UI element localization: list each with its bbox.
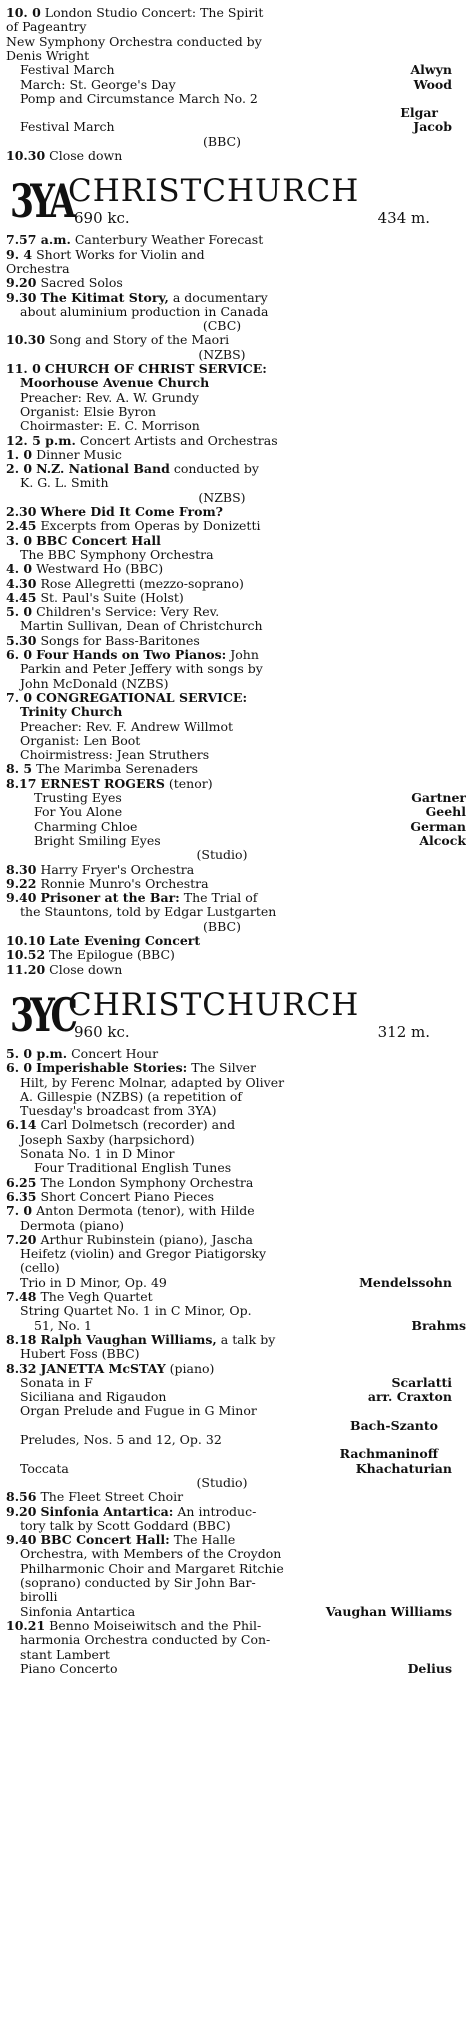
programme-title: Late Evening Concert (49, 933, 201, 948)
listing-line (6, 291, 438, 305)
listing-line (6, 891, 438, 905)
listing-line (6, 1433, 452, 1447)
programme-text: Heifetz (violin) and Gregor Piatigorsky (20, 1246, 267, 1262)
listing-line (6, 149, 438, 163)
programme-text: New Symphony Orchestra conducted by (6, 33, 262, 49)
programme-text: Martin Sullivan, Dean of Christchurch (20, 618, 263, 634)
listing-line (6, 562, 438, 576)
station-city: CHRISTCHURCH (68, 986, 360, 1023)
programme-text: (soprano) conducted by Sir John Bar- (20, 1575, 256, 1590)
time-label: 6. 0 (6, 1060, 33, 1076)
programme-text: Sonata in F (20, 1374, 93, 1390)
composer-credit: Gartner (411, 790, 466, 805)
listing-line (6, 1247, 452, 1261)
time-label: 10.52 (6, 947, 46, 963)
listing-line (6, 1519, 452, 1533)
listing-line (6, 762, 438, 776)
programme-text: Harry Fryer's Orchestra (40, 861, 195, 877)
programme-title: Trinity Church (20, 704, 123, 720)
programme-text: (tenor) (168, 775, 213, 791)
time-label: 8.32 (6, 1360, 37, 1376)
time-label: 2.30 (6, 504, 37, 519)
listing-line (6, 1333, 438, 1347)
listing-line (6, 1090, 452, 1104)
programme-text: Organ Prelude and Fugue in G Minor (20, 1403, 257, 1419)
programme-text: Concert Hour (71, 1045, 159, 1061)
time-label: 10.10 (6, 933, 46, 948)
listing-line (6, 6, 438, 20)
programme-text: String Quartet No. 1 in C Minor, Op. (20, 1303, 252, 1319)
listing-line (6, 376, 452, 390)
programme-text: Preludes, Nos. 5 and 12, Op. 32 (20, 1432, 222, 1447)
programme-text: birolli (20, 1589, 58, 1605)
time-label: 9. 4 (6, 246, 33, 262)
programme-text: Sinfonia Antartica (20, 1603, 136, 1619)
time-label: 10.21 (6, 1617, 46, 1633)
listing-line (6, 434, 438, 448)
programme-text: (piano) (169, 1360, 215, 1376)
listing-line (6, 419, 452, 433)
time-label: 9.40 (6, 890, 37, 906)
composer-credit: German (410, 818, 466, 834)
programme-text: The Vegh Quartet (40, 1289, 153, 1304)
programme-text: St. Paul's Suite (Holst) (40, 589, 184, 605)
composer-credit: Alwyn (410, 62, 452, 78)
listing-line (6, 519, 438, 533)
listing-line (6, 305, 452, 319)
programme-text: Canterbury Weather Forecast (74, 232, 264, 248)
listing-line (6, 934, 438, 948)
listing-line (6, 1276, 452, 1290)
programme-text: The Silver (191, 1060, 257, 1076)
radio-listings-column (6, 0, 466, 2030)
listing-line (6, 963, 438, 977)
programme-text: Trusting Eyes (34, 790, 122, 805)
programme-text: Westward Ho (BBC) (36, 561, 164, 577)
programme-text: The Fleet Street Choir (40, 1489, 184, 1505)
programme-text: Songs for Bass-Baritones (40, 632, 200, 648)
composer-credit: Scarlatti (391, 1374, 452, 1390)
listing-line (6, 1376, 452, 1390)
listing-line (6, 534, 438, 548)
time-label: 7. 0 (6, 1203, 33, 1219)
listing-line (6, 505, 438, 519)
time-label: 4.30 (6, 575, 37, 591)
composer-credit: Mendelssohn (359, 1274, 452, 1290)
programme-text: The BBC Symphony Orchestra (20, 546, 214, 562)
programme-text: (Studio) (196, 847, 248, 863)
programme-text: of Pageantry (6, 19, 87, 35)
programme-title: Imperishable Stories: (36, 1060, 188, 1076)
programme-text: stant Lambert (20, 1646, 110, 1662)
programme-text: Short Concert Piano Pieces (40, 1188, 215, 1204)
programme-text: a documentary (172, 289, 268, 305)
listing-line (6, 648, 438, 662)
listing-line (6, 863, 438, 877)
time-label: 9.22 (6, 875, 37, 891)
composer-credit: Vaughan Williams (325, 1603, 452, 1619)
listing-line (6, 1233, 438, 1247)
time-label: 6. 0 (6, 647, 33, 662)
programme-text: Anton Dermota (tenor), with Hilde (36, 1203, 255, 1219)
listing-line (6, 748, 452, 762)
programme-title: Where Did It Come From? (40, 504, 224, 519)
time-label: 8.17 (6, 775, 37, 791)
programme-title: The Kitimat Story, (40, 289, 169, 305)
programme-text: London Studio Concert: The Spirit (44, 5, 264, 20)
station-frequency: 960 kc. (74, 1022, 130, 1041)
listing-line (6, 1404, 452, 1418)
programme-title: CHURCH OF CHRIST SERVICE: (44, 361, 267, 376)
time-label: 2. 0 (6, 461, 33, 477)
programme-text: The Halle (173, 1532, 236, 1548)
time-label: 12. 5 p.m. (6, 432, 76, 448)
listing-line (6, 877, 438, 891)
programme-text: Ronnie Munro's Orchestra (40, 875, 209, 891)
listing-line (6, 262, 438, 276)
programme-text: The Marimba Serenaders (36, 761, 198, 777)
time-label: 2.45 (6, 518, 37, 534)
programme-text: Four Traditional English Tunes (34, 1160, 232, 1176)
time-label: 5. 0 (6, 604, 33, 620)
programme-text: Song and Story of the Maori (49, 332, 230, 348)
programme-title: Sinfonia Antartica: (40, 1503, 174, 1519)
listing-line (6, 777, 438, 791)
listing-line (6, 1462, 452, 1476)
listing-line (6, 734, 452, 748)
programme-title: BBC Concert Hall: (40, 1532, 170, 1548)
programme-text: (BBC) (203, 918, 241, 934)
listing-line (6, 577, 438, 591)
listing-line (6, 319, 438, 333)
programme-text: harmonia Orchestra conducted by Con- (20, 1632, 271, 1648)
programme-text: Concert Artists and Orchestras (79, 432, 278, 448)
composer-credit: Wood (413, 76, 452, 92)
time-label: 7.48 (6, 1289, 37, 1304)
programme-text: Organist: Len Boot (20, 732, 141, 748)
programme-text: For You Alone (34, 804, 123, 820)
listing-line (6, 333, 438, 347)
programme-text: John (230, 647, 259, 662)
programme-text: Hubert Foss (BBC) (20, 1346, 140, 1362)
composer-credit: Elgar (400, 105, 438, 121)
programme-text: An introduc- (177, 1503, 257, 1519)
listing-line (6, 20, 438, 34)
programme-text: (CBC) (202, 318, 242, 334)
time-label: 4.45 (6, 589, 37, 605)
listing-line (6, 1204, 438, 1218)
listing-line (6, 1118, 438, 1132)
listing-line (6, 1219, 452, 1233)
composer-credit: Brahms (411, 1317, 466, 1333)
programme-text: Short Works for Violin and (36, 246, 205, 262)
listing-line (6, 691, 438, 705)
listing-line (6, 920, 438, 934)
programme-text: Organist: Elsie Byron (20, 403, 157, 419)
listing-line (6, 677, 452, 691)
listing-line (6, 619, 452, 633)
programme-title: CONGREGATIONAL SERVICE: (36, 689, 248, 705)
listing-line (6, 405, 452, 419)
time-label: 6.35 (6, 1188, 37, 1204)
programme-text: Trio in D Minor, Op. 49 (20, 1274, 167, 1290)
listing-line (6, 948, 438, 962)
programme-text: a talk by (220, 1331, 276, 1347)
listing-line (6, 491, 438, 505)
time-label: 9.20 (6, 275, 37, 291)
time-label: 1. 0 (6, 446, 33, 462)
composer-credit: Rachmaninoff (339, 1446, 438, 1462)
programme-text: Joseph Saxby (harpsichord) (20, 1131, 195, 1147)
programme-text: (NZBS) (198, 489, 246, 505)
programme-text: Dermota (piano) (20, 1217, 125, 1233)
programme-text: Piano Concerto (20, 1660, 118, 1676)
programme-text: John McDonald (NZBS) (20, 675, 169, 691)
listing-line (6, 1476, 438, 1490)
programme-text: Choirmistress: Jean Struthers (20, 747, 210, 763)
programme-text: The Epilogue (BBC) (49, 947, 175, 963)
listing-line (6, 548, 452, 562)
listing-line (6, 233, 438, 247)
listing-line (6, 1161, 466, 1175)
programme-text: (Studio) (196, 1474, 248, 1490)
time-label: 8.56 (6, 1489, 37, 1505)
listing-line (6, 1562, 452, 1576)
programme-text: K. G. L. Smith (20, 475, 109, 491)
programme-text: Siciliana and Rigaudon (20, 1389, 167, 1405)
listing-line (6, 391, 452, 405)
listing-line (6, 348, 438, 362)
listing-line (6, 78, 452, 92)
station-wavelength: 312 m. (377, 1022, 430, 1041)
listing-line (6, 1490, 438, 1504)
listing-line (6, 1176, 438, 1190)
listing-line (6, 92, 452, 106)
listing-line (6, 1633, 452, 1647)
listing-line (6, 1547, 452, 1561)
time-label: 10. 0 (6, 5, 41, 20)
programme-text: Excerpts from Operas by Donizetti (40, 518, 261, 534)
time-label: 10.30 (6, 332, 46, 348)
time-label: 11. 0 (6, 361, 41, 376)
programme-text: 51, No. 1 (34, 1317, 92, 1333)
listing-line (6, 605, 438, 619)
listing-line (6, 120, 452, 134)
programme-text: Carl Dolmetsch (recorder) and (40, 1117, 236, 1133)
listing-line (6, 1319, 466, 1333)
programme-text: (BBC) (203, 133, 241, 149)
programme-title: Moorhouse Avenue Church (20, 375, 210, 391)
listing-line (6, 1390, 452, 1404)
listing-line (6, 1619, 438, 1633)
time-label: 4. 0 (6, 561, 33, 577)
programme-title: N.Z. National Band (36, 461, 170, 477)
programme-text: Hilt, by Ferenc Molnar, adapted by Oliver (20, 1074, 285, 1090)
programme-text: tory talk by Scott Goddard (BBC) (20, 1517, 231, 1533)
listing-line (6, 805, 466, 819)
programme-text: Close down (49, 148, 123, 163)
listing-line (6, 1076, 452, 1090)
composer-credit: Delius (407, 1660, 452, 1676)
listing-line (6, 1362, 438, 1376)
programme-text: Tuesday's broadcast from 3YA) (20, 1103, 217, 1119)
programme-text: Philharmonic Choir and Margaret Ritchie (20, 1560, 284, 1576)
listing-line (6, 1590, 452, 1604)
programme-text: Festival March (20, 62, 115, 78)
listing-line (6, 1533, 438, 1547)
programme-text: the Stauntons, told by Edgar Lustgarten (20, 904, 277, 920)
listing-line (6, 1347, 452, 1361)
listing-line (6, 1605, 452, 1619)
programme-title: ERNEST ROGERS (40, 775, 165, 791)
listing-line (6, 49, 438, 63)
listing-line (6, 1261, 452, 1275)
listing-line (6, 591, 438, 605)
listing-line (6, 905, 452, 919)
listing-line (6, 462, 438, 476)
programme-text: Sonata No. 1 in D Minor (20, 1146, 175, 1161)
listing-line (6, 63, 452, 77)
listing-line (6, 820, 466, 834)
time-label: 3. 0 (6, 532, 33, 548)
programme-text: Sacred Solos (40, 275, 123, 291)
composer-credit: Geehl (425, 804, 466, 820)
programme-title: Ralph Vaughan Williams, (40, 1331, 217, 1347)
programme-text: The London Symphony Orchestra (40, 1174, 254, 1190)
programme-title: JANETTA McSTAY (40, 1360, 166, 1376)
listing-line (6, 135, 438, 149)
station-city: CHRISTCHURCH (68, 173, 360, 210)
programme-text: Children's Service: Very Rev. (36, 604, 220, 620)
listing-line (6, 1147, 452, 1161)
station-header (10, 171, 442, 235)
programme-text: Charming Chloe (34, 818, 138, 834)
programme-text: Parkin and Peter Jeffery with songs by (20, 661, 263, 677)
composer-credit: arr. Craxton (367, 1389, 452, 1405)
time-label: 11.20 (6, 961, 46, 977)
listing-line (6, 1190, 438, 1204)
time-label: 6.14 (6, 1117, 37, 1133)
programme-text: Close down (49, 961, 123, 977)
listing-line (6, 848, 438, 862)
listing-line (6, 1304, 452, 1318)
programme-text: The Trial of (183, 890, 258, 906)
programme-text: Denis Wright (6, 47, 90, 63)
time-label: 9.20 (6, 1503, 37, 1519)
time-label: 8.30 (6, 861, 37, 877)
listing-line (6, 705, 452, 719)
programme-text: Toccata (20, 1460, 69, 1476)
listing-line (6, 1133, 452, 1147)
listing-line (6, 1061, 438, 1075)
composer-credit: Jacob (413, 119, 452, 135)
listing-line (6, 476, 452, 490)
time-label: 5.30 (6, 632, 37, 648)
time-label: 6.25 (6, 1174, 37, 1190)
time-label: 9.30 (6, 289, 37, 305)
listing-line (6, 248, 438, 262)
programme-text: Orchestra, with Members of the Croydon (20, 1546, 282, 1562)
listing-line (6, 35, 438, 49)
programme-text: Preacher: Rev. A. W. Grundy (20, 389, 199, 405)
programme-text: Dinner Music (36, 446, 122, 462)
composer-credit: Alcock (419, 832, 466, 848)
programme-text: Choirmaster: E. C. Morrison (20, 418, 200, 434)
programme-text: Orchestra (6, 260, 70, 276)
listing-line (6, 634, 438, 648)
listing-line (6, 1290, 438, 1304)
listing-line (6, 1648, 452, 1662)
programme-text: March: St. George's Day (20, 76, 176, 92)
listing-line (6, 1104, 452, 1118)
listing-line (6, 1047, 438, 1061)
time-label: 7. 0 (6, 689, 33, 705)
time-label: 10.30 (6, 148, 46, 163)
programme-text: Arthur Rubinstein (piano), Jascha (40, 1231, 253, 1247)
programme-text: Festival March (20, 119, 115, 135)
programme-text: Benno Moiseiwitsch and the Phil- (49, 1617, 262, 1633)
listing-line (6, 448, 438, 462)
programme-text: (cello) (20, 1260, 60, 1276)
listing-line (6, 720, 452, 734)
station-frequency: 690 kc. (74, 209, 130, 228)
listing-line (6, 276, 438, 290)
time-label: 7.20 (6, 1231, 37, 1247)
programme-text: Bright Smiling Eyes (34, 832, 161, 848)
listing-line (6, 834, 466, 848)
programme-text: Rose Allegretti (mezzo-soprano) (40, 575, 244, 591)
time-label: 7.57 a.m. (6, 232, 71, 248)
time-label: 8. 5 (6, 761, 33, 777)
programme-text: Preacher: Rev. F. Andrew Willmot (20, 718, 234, 734)
station-header (10, 985, 442, 1049)
station-wavelength: 434 m. (377, 209, 430, 228)
programme-text: conducted by (173, 461, 259, 477)
station-callsign: 3YC (10, 987, 75, 1042)
listing-line (6, 1576, 452, 1590)
composer-credit: Bach-Szanto (350, 1417, 438, 1433)
programme-text: (NZBS) (198, 346, 246, 362)
listing-line (6, 1662, 452, 1676)
listing-line (6, 1505, 438, 1519)
station-callsign: 3YA (10, 174, 72, 229)
programme-title: Four Hands on Two Pianos: (36, 647, 227, 662)
composer-credit: Khachaturian (355, 1460, 452, 1476)
time-label: 9.40 (6, 1532, 37, 1548)
programme-title: Prisoner at the Bar: (40, 890, 180, 906)
programme-text: A. Gillespie (NZBS) (a repetition of (20, 1088, 243, 1104)
time-label: 5. 0 p.m. (6, 1045, 68, 1061)
listing-line (6, 791, 466, 805)
programme-text: Pomp and Circumstance March No. 2 (20, 90, 258, 106)
time-label: 8.18 (6, 1331, 37, 1347)
programme-title: BBC Concert Hall (36, 532, 161, 548)
listing-line (6, 662, 452, 676)
programme-text: about aluminium production in Canada (20, 303, 269, 319)
listing-line (6, 362, 438, 376)
